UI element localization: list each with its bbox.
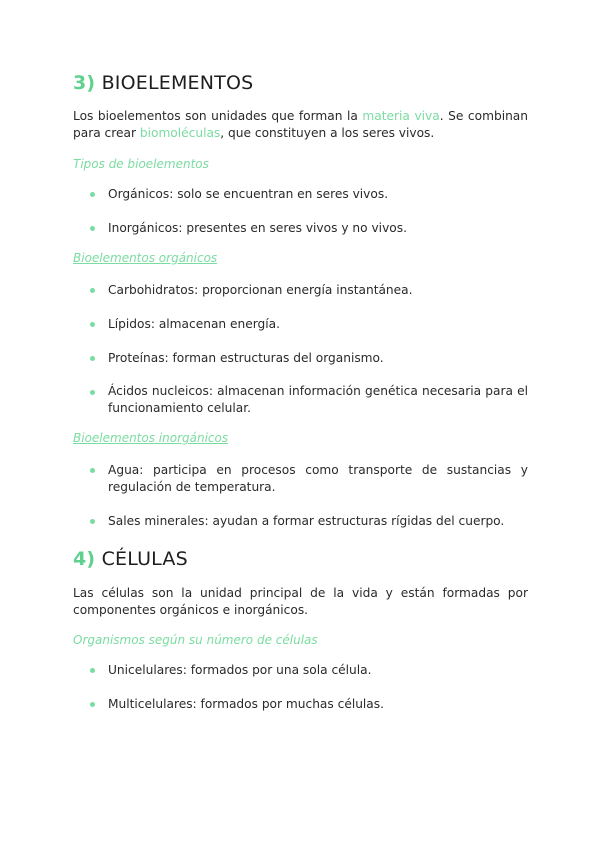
list-item-sales-minerales: Sales minerales: ayudan a formar estructuras rígidas del cuerpo. — [108, 514, 505, 528]
bullet-dot — [90, 519, 95, 524]
organicos-heading: Bioelementos orgánicos — [73, 251, 218, 265]
list-item-lipidos: Lípidos: almacenan energía. — [108, 317, 280, 331]
intro-text-2: . Se combinan para crear — [73, 109, 529, 140]
section-3-number: 3) — [73, 72, 96, 94]
bullet-dot — [90, 226, 95, 231]
highlight-materia-viva: materia viva — [362, 109, 440, 123]
bullet-dot — [90, 356, 95, 361]
intro-text-3: , que constituyen a los seres vivos. — [220, 126, 435, 140]
section-4-title: CÉLULAS — [101, 548, 188, 570]
list-item-inorganicos: Inorgánicos: presentes en seres vivos y no vivos. — [108, 221, 407, 235]
organismos-heading: Organismos según su número de células — [73, 633, 318, 647]
celulas-intro: Las células son la unidad principal de la vida y están formadas por componentes orgánicos e inorgánicos. — [73, 586, 528, 617]
bullet-dot — [90, 702, 95, 707]
intro-text-1: Los bioelementos son unidades que forman la — [73, 109, 363, 123]
bioelementos-intro — [73, 108, 528, 142]
section-3-heading — [73, 72, 253, 94]
section-3-title: BIOELEMENTOS — [101, 72, 254, 94]
bullet-dot — [90, 668, 95, 673]
list-item-proteinas: Proteínas: forman estructuras del organismo. — [108, 351, 384, 365]
bullet-dot — [90, 390, 95, 395]
list-item-unicelulares: Unicelulares: formados por una sola célula. — [108, 663, 372, 677]
list-item-agua: Agua: participa en procesos como transporte de sustancias y regulación de temperatura. — [108, 463, 528, 494]
list-item-acidos-nucleicos: Ácidos nucleicos: almacenan información genética necesaria para el funcionamiento celular. — [108, 384, 528, 415]
highlight-biomoleculas: biomoléculas — [139, 126, 221, 140]
bullet-dot — [90, 192, 95, 197]
bullet-dot — [90, 288, 95, 293]
bullet-dot — [90, 468, 95, 473]
tipos-heading: Tipos de bioelementos — [73, 157, 209, 171]
list-item-multicelulares: Multicelulares: formados por muchas células. — [108, 697, 385, 711]
list-item-organicos: Orgánicos: solo se encuentran en seres vivos. — [108, 187, 389, 201]
section-4-number: 4) — [73, 548, 96, 570]
bullet-dot — [90, 322, 95, 327]
section-4-heading — [73, 548, 188, 570]
inorganicos-heading: Bioelementos inorgánicos — [73, 431, 229, 445]
list-item-carbohidratos: Carbohidratos: proporcionan energía instantánea. — [108, 283, 413, 297]
